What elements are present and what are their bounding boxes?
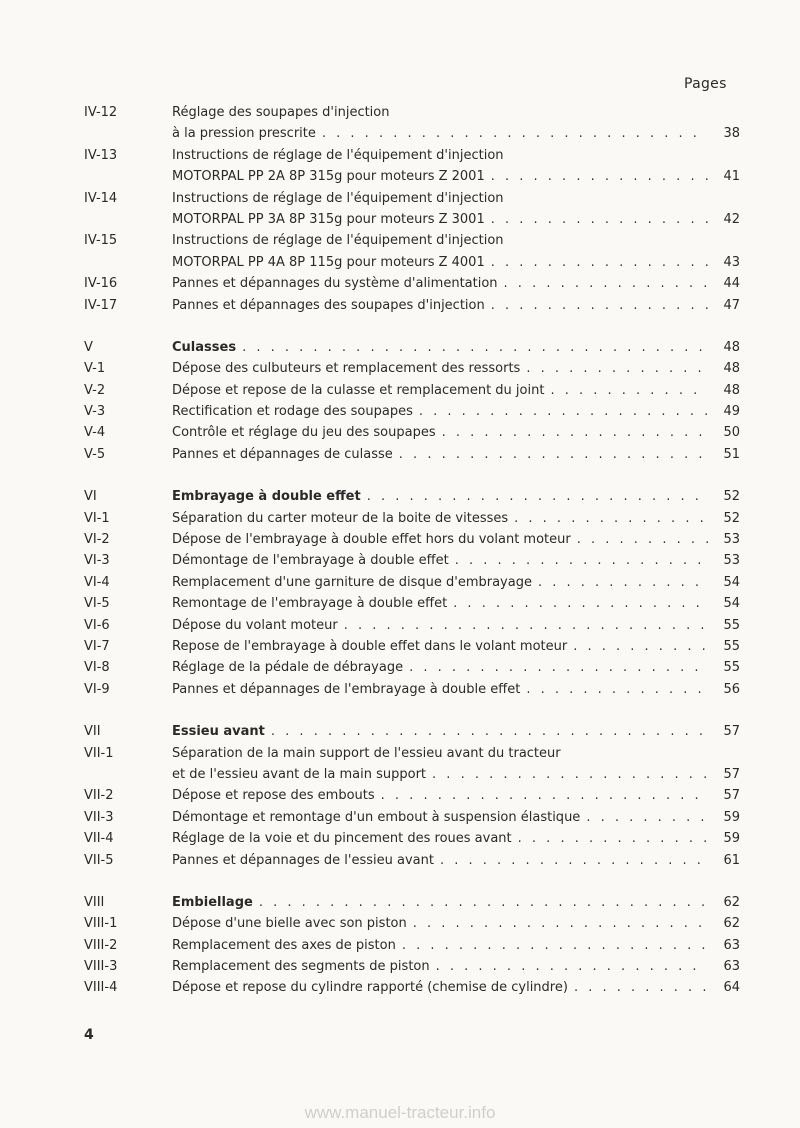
page-ref: 43 [723,254,740,270]
dot-leader [399,444,708,465]
section-title: Démontage de l'embrayage à double effet [172,553,449,569]
section-title: Rectification et rodage des soupapes [172,404,413,420]
dot-leader [344,615,708,636]
section-number: V-2 [84,382,106,398]
section-title: MOTORPAL PP 4A 8P 115g pour moteurs Z 4001 [172,254,485,270]
dot-leader [574,977,708,998]
section-number: VII-3 [84,809,114,825]
section-title: Dépose d'une bielle avec son piston [172,916,407,932]
section-number: VII [84,724,101,740]
section-number: V [84,339,93,355]
section-number: IV-16 [84,276,118,292]
table-of-contents [84,102,740,999]
section-number: VI-6 [84,617,110,633]
dot-leader [573,636,708,657]
toc-entry [84,444,740,465]
toc-entry [84,209,740,230]
toc-entry [84,102,740,123]
section-number: V-1 [84,361,106,377]
toc-entry [84,337,740,358]
page-ref: 57 [723,724,740,740]
section-number: IV-15 [84,233,118,249]
page-ref: 59 [723,831,740,847]
page-ref: 49 [723,404,740,420]
section-number: VI-9 [84,681,110,697]
section-number: VIII [84,894,105,910]
section-title: Dépose et repose de la culasse et remplacement du joint [172,382,545,398]
toc-entry [84,358,740,379]
section-title: Contrôle et réglage du jeu des soupapes [172,425,436,441]
dot-leader [271,721,708,742]
page-ref: 61 [723,852,740,868]
toc-entry [84,572,740,593]
page-ref: 52 [723,510,740,526]
section-title: Instructions de réglage de l'équipement d'injection [172,147,504,163]
page-ref: 42 [723,211,740,227]
section-number: IV-12 [84,105,118,120]
page-ref: 47 [723,297,740,313]
section-title: Essieu avant [172,724,265,740]
section-number: VI-2 [84,532,110,548]
page-ref: 50 [723,425,740,441]
page-ref: 62 [723,916,740,932]
section-title: Séparation du carter moteur de la boite de vitesses [172,510,509,526]
section-number: V-4 [84,425,106,441]
section-title: Remplacement d'une garniture de disque d'embrayage [172,574,532,590]
section-number: V-5 [84,446,106,462]
page-ref: 55 [723,660,740,676]
toc-entry [84,295,740,316]
section-title: Dépose de l'embrayage à double effet hors du volant moteur [172,532,571,548]
section-title: Remplacement des segments de piston [172,959,430,975]
dot-leader [440,850,708,871]
dot-leader [436,956,708,977]
section-number: VII-4 [84,831,114,847]
section-number: VIII-2 [84,937,118,953]
dot-leader [432,764,708,785]
toc-entry [84,486,740,507]
section-number: IV-13 [84,147,118,163]
toc-entry [84,380,740,401]
toc-entry [84,657,740,678]
toc-entry [84,273,740,294]
dot-leader [367,486,708,507]
page-ref: 44 [723,276,740,292]
dot-leader [526,358,708,379]
page-ref: 57 [723,788,740,804]
page-ref: 57 [723,766,740,782]
section-title: Embiellage [172,894,253,910]
dot-leader [538,572,708,593]
section-number: VII-1 [84,745,114,761]
dot-leader [577,529,708,550]
dot-leader [242,337,708,358]
page-ref: 55 [723,638,740,654]
section-title: MOTORPAL PP 2A 8P 315g pour moteurs Z 2001 [172,169,485,185]
page-ref: 59 [723,809,740,825]
section-title: Pannes et dépannages des soupapes d'injection [172,297,485,313]
dot-leader [259,892,708,913]
page-ref: 53 [723,532,740,548]
page-ref: 64 [723,980,740,996]
section-number: VI-4 [84,574,110,590]
section-number: VI-1 [84,510,110,526]
toc-entry [84,743,740,764]
toc-entry [84,422,740,443]
toc-entry [84,977,740,998]
section-number: VIII-4 [84,980,118,996]
dot-leader [322,123,708,144]
toc-entry [84,913,740,934]
section-number: VIII-3 [84,959,118,975]
section-title: Dépose des culbuteurs et remplacement des ressorts [172,361,521,377]
toc-entry [84,529,740,550]
section-title: Remplacement des axes de piston [172,937,396,953]
section-title: Dépose du volant moteur [172,617,338,633]
page-ref: 48 [723,382,740,398]
dot-leader [491,209,708,230]
page-ref: 54 [723,596,740,612]
page-ref: 54 [723,574,740,590]
section-title: Pannes et dépannages du système d'alimentation [172,276,498,292]
toc-entry [84,188,740,209]
toc-entry [84,850,740,871]
section-title: Instructions de réglage de l'équipement d'injection [172,190,504,206]
toc-entry [84,679,740,700]
dot-leader [526,679,708,700]
toc-entry [84,785,740,806]
dot-leader [442,422,708,443]
page-ref: 41 [723,169,740,185]
section-title: Embrayage à double effet [172,489,361,505]
section-title: Instructions de réglage de l'équipement d'injection [172,233,504,249]
section-number: VI-3 [84,553,110,569]
page-ref: 52 [723,489,740,505]
dot-leader [514,508,708,529]
watermark: www.manuel-tracteur.info [304,1103,496,1122]
page-number: 4 [84,1027,94,1043]
section-number: VI [84,489,97,505]
toc-entry [84,508,740,529]
section-title: Pannes et dépannages de culasse [172,446,393,462]
section-title: Séparation de la main support de l'essieu avant du tracteur [172,745,561,761]
toc-entry [84,593,740,614]
toc-entry [84,166,740,187]
section-title: MOTORPAL PP 3A 8P 315g pour moteurs Z 3001 [172,211,485,227]
dot-leader [413,913,708,934]
section-number: VI-5 [84,596,110,612]
dot-leader [455,550,708,571]
page-ref: 56 [723,681,740,697]
section-title: Repose de l'embrayage à double effet dans le volant moteur [172,638,568,654]
section-number: VII-2 [84,788,114,804]
dot-leader [550,380,708,401]
section-title: Culasses [172,339,237,355]
pages-column-header: Pages [684,76,727,92]
section-title: Démontage et remontage d'un embout à suspension élastique [172,809,581,825]
section-title: Réglage des soupapes d'injection [172,105,390,120]
section-number: VIII-1 [84,916,118,932]
section-title: Dépose et repose du cylindre rapporté (chemise de cylindre) [172,980,568,996]
toc-entry [84,252,740,273]
toc-entry [84,550,740,571]
page-ref: 51 [723,446,740,462]
section-title: et de l'essieu avant de la main support [172,766,427,782]
section-number: V-3 [84,404,106,420]
page-ref: 55 [723,617,740,633]
dot-leader [586,807,708,828]
section-number: VI-8 [84,660,110,676]
page-ref: 48 [723,339,740,355]
toc-entry [84,615,740,636]
dot-leader [381,785,708,806]
section-number: IV-17 [84,297,118,313]
page-ref: 62 [723,894,740,910]
dot-leader [491,166,708,187]
section-title: Pannes et dépannages de l'embrayage à double effet [172,681,521,697]
dot-leader [491,252,708,273]
toc-entry [84,123,740,144]
section-title: Pannes et dépannages de l'essieu avant [172,852,434,868]
page-ref: 63 [723,937,740,953]
toc-entry [84,230,740,251]
dot-leader [504,273,708,294]
toc-entry [84,828,740,849]
section-title: à la pression prescrite [172,126,316,142]
dot-leader [402,935,708,956]
toc-entry [84,401,740,422]
toc-entry [84,721,740,742]
dot-leader [409,657,708,678]
dot-leader [453,593,708,614]
section-number: VII-5 [84,852,114,868]
section-title: Réglage de la pédale de débrayage [172,660,404,676]
toc-entry [84,764,740,785]
section-number: IV-14 [84,190,118,206]
dot-leader [419,401,708,422]
dot-leader [518,828,708,849]
toc-entry [84,636,740,657]
toc-entry [84,807,740,828]
page-ref: 38 [723,126,740,142]
section-title: Dépose et repose des embouts [172,788,375,804]
toc-entry [84,935,740,956]
page-ref: 48 [723,361,740,377]
page-ref: 53 [723,553,740,569]
toc-entry [84,956,740,977]
section-number: VI-7 [84,638,110,654]
section-title: Remontage de l'embrayage à double effet [172,596,448,612]
section-title: Réglage de la voie et du pincement des roues avant [172,831,512,847]
toc-entry [84,892,740,913]
dot-leader [491,295,708,316]
page-ref: 63 [723,959,740,975]
toc-entry [84,145,740,166]
